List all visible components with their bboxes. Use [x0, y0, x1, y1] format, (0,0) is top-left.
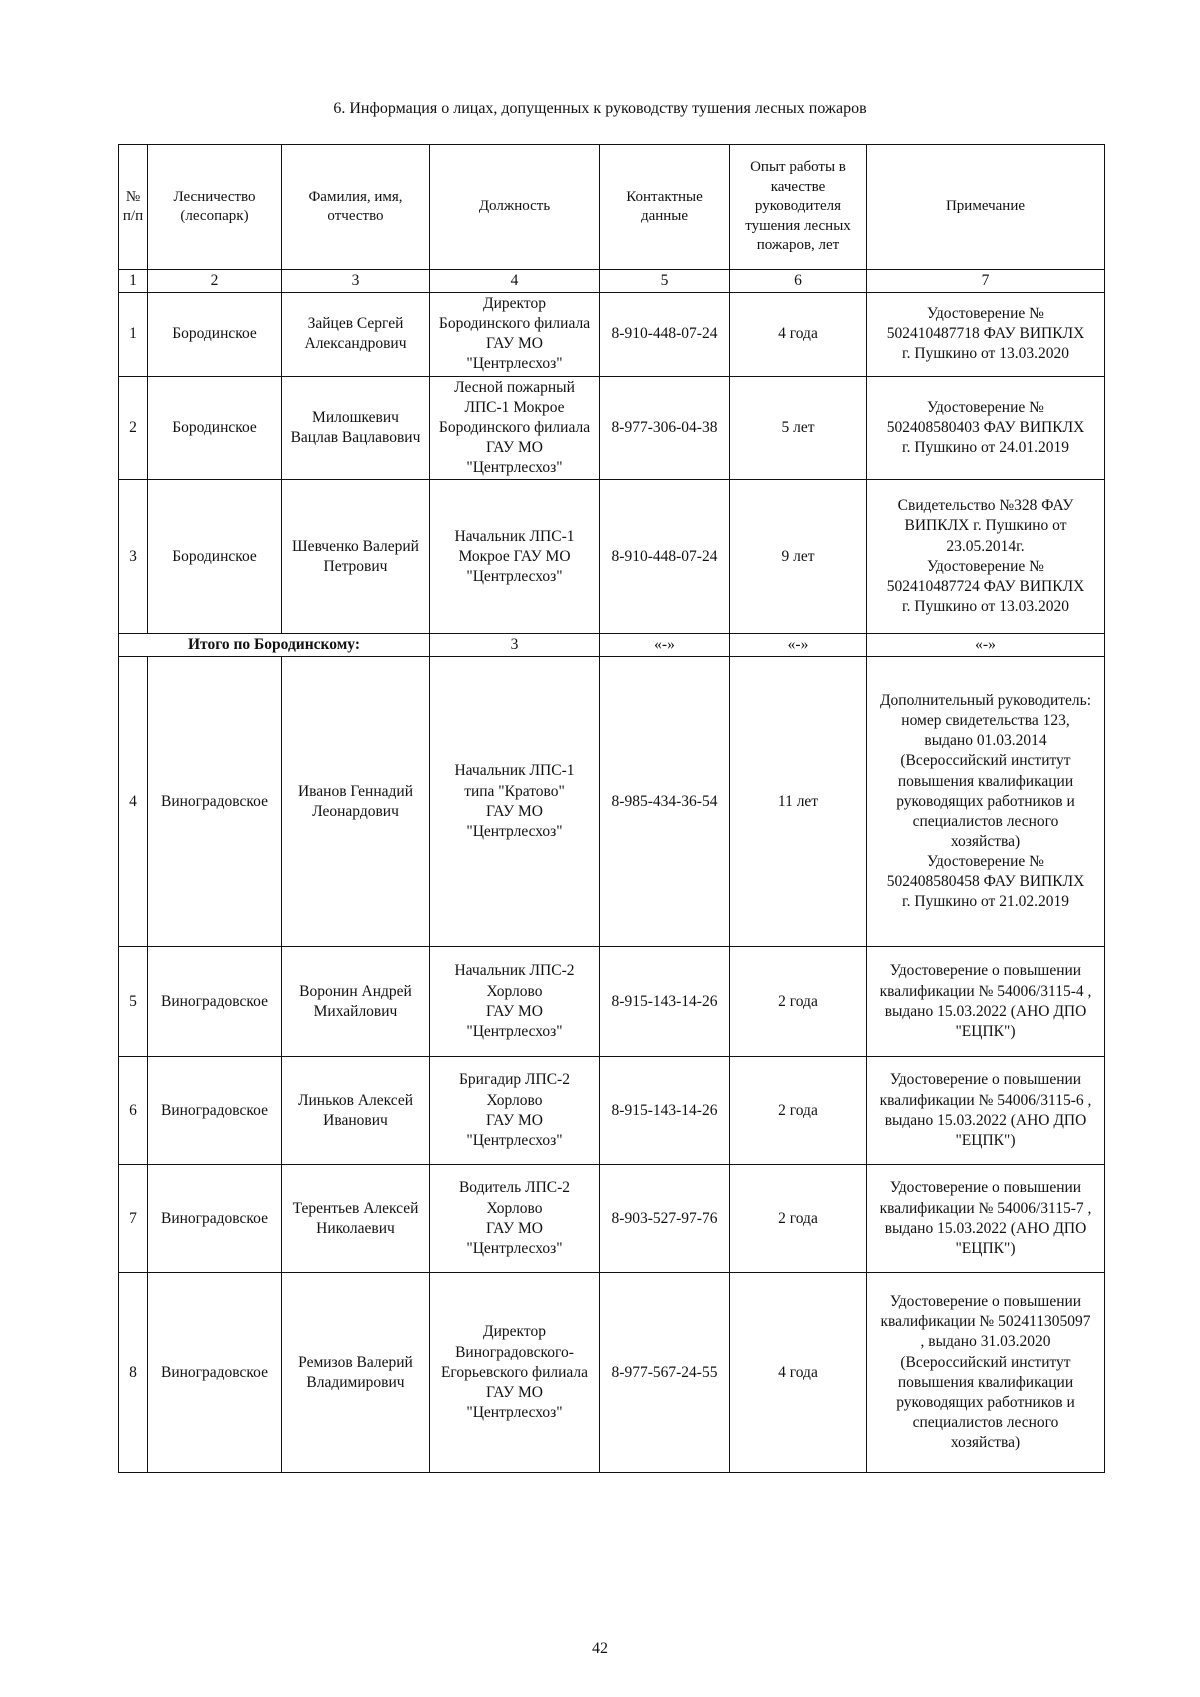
column-number: 2 [148, 270, 282, 293]
header-note: Примечание [867, 145, 1105, 270]
row-forestry: Виноградовское [148, 1273, 282, 1473]
row-experience: 2 года [730, 947, 867, 1057]
header-experience: Опыт работы в качестве руководителя тушения лесных пожаров, лет [730, 145, 867, 270]
page-title: 6. Информация о лицах, допущенных к руководству тушения лесных пожаров [333, 100, 867, 117]
row-note: Удостоверение № 502410487718 ФАУ ВИПКЛХ г. Пушкино от 13.03.2020 [867, 293, 1105, 377]
table-row [119, 657, 1105, 947]
row-note: Удостоверение о повышении квалификации № 54006/3115-4 , выдано 15.03.2022 (АНО ДПО "ЕЦПК") [867, 947, 1105, 1057]
row-position: Директор Виноградовского- Егорьевского филиала ГАУ МО "Центрлесхоз" [430, 1273, 600, 1473]
header-name: Фамилия, имя, отчество [282, 145, 430, 270]
row-position: Лесной пожарный ЛПС-1 Мокрое Бородинского филиала ГАУ МО "Центрлесхоз" [430, 376, 600, 480]
row-experience: 5 лет [730, 376, 867, 480]
row-name: Ремизов Валерий Владимирович [282, 1273, 430, 1473]
row-name: Милошкевич Вацлав Вацлавович [282, 376, 430, 480]
row-experience: 2 года [730, 1057, 867, 1165]
row-name: Воронин Андрей Михайлович [282, 947, 430, 1057]
header-row [119, 145, 1105, 270]
row-num: 5 [119, 947, 148, 1057]
header-forestry: Лесничество (лесопарк) [148, 145, 282, 270]
row-forestry: Бородинское [148, 376, 282, 480]
table-row [119, 947, 1105, 1057]
table-row [119, 376, 1105, 480]
table-row [119, 1165, 1105, 1273]
row-name: Иванов Геннадий Леонардович [282, 657, 430, 947]
row-num: 1 [119, 293, 148, 377]
row-experience: 9 лет [730, 480, 867, 634]
total-label: Итого по Бородинскому: [119, 634, 430, 657]
column-number: 7 [867, 270, 1105, 293]
row-forestry: Виноградовское [148, 947, 282, 1057]
page-number: 42 [592, 1640, 608, 1657]
row-contact: 8-985-434-36-54 [600, 657, 730, 947]
row-forestry: Бородинское [148, 480, 282, 634]
row-forestry: Виноградовское [148, 657, 282, 947]
row-num: 2 [119, 376, 148, 480]
column-number: 3 [282, 270, 430, 293]
row-note: Свидетельство №328 ФАУ ВИПКЛХ г. Пушкино от 23.05.2014г. Удостоверение № 502410487724 ФАУ ВИПКЛХ г. Пушкино от 13.03.2020 [867, 480, 1105, 634]
row-num: 6 [119, 1057, 148, 1165]
total-experience: «-» [730, 634, 867, 657]
row-forestry: Виноградовское [148, 1057, 282, 1165]
row-num: 3 [119, 480, 148, 634]
row-name: Терентьев Алексей Николаевич [282, 1165, 430, 1273]
row-forestry: Бородинское [148, 293, 282, 377]
total-count: 3 [430, 634, 600, 657]
row-name: Шевченко Валерий Петрович [282, 480, 430, 634]
row-experience: 4 года [730, 293, 867, 377]
row-experience: 11 лет [730, 657, 867, 947]
total-contact: «-» [600, 634, 730, 657]
row-contact: 8-910-448-07-24 [600, 480, 730, 634]
row-position: Директор Бородинского филиала ГАУ МО "Центрлесхоз" [430, 293, 600, 377]
total-row [119, 634, 1105, 657]
row-num: 8 [119, 1273, 148, 1473]
row-contact: 8-915-143-14-26 [600, 1057, 730, 1165]
column-number: 6 [730, 270, 867, 293]
row-note: Удостоверение № 502408580403 ФАУ ВИПКЛХ г. Пушкино от 24.01.2019 [867, 376, 1105, 480]
row-contact: 8-977-567-24-55 [600, 1273, 730, 1473]
row-note: Удостоверение о повышении квалификации № 54006/3115-7 , выдано 15.03.2022 (АНО ДПО "ЕЦПК") [867, 1165, 1105, 1273]
row-num: 4 [119, 657, 148, 947]
header-contact: Контактные данные [600, 145, 730, 270]
table-row [119, 293, 1105, 377]
header-position: Должность [430, 145, 600, 270]
row-position: Бригадир ЛПС-2 Хорлово ГАУ МО "Центрлесхоз" [430, 1057, 600, 1165]
column-number: 4 [430, 270, 600, 293]
row-position: Начальник ЛПС-1 Мокрое ГАУ МО "Центрлесхоз" [430, 480, 600, 634]
row-experience: 2 года [730, 1165, 867, 1273]
row-position: Начальник ЛПС-1 типа "Кратово" ГАУ МО "Центрлесхоз" [430, 657, 600, 947]
row-note: Дополнительный руководитель: номер свидетельства 123, выдано 01.03.2014 (Всероссийский институт повышения квалификации руководящих работников и специалистов лесного хозяйства) Удостоверение № 502408580458 ФАУ ВИПКЛХ г. Пушкино от 21.02.2019 [867, 657, 1105, 947]
row-name: Линьков Алексей Иванович [282, 1057, 430, 1165]
row-experience: 4 года [730, 1273, 867, 1473]
row-contact: 8-915-143-14-26 [600, 947, 730, 1057]
row-contact: 8-903-527-97-76 [600, 1165, 730, 1273]
total-note: «-» [867, 634, 1105, 657]
column-number: 1 [119, 270, 148, 293]
row-position: Начальник ЛПС-2 Хорлово ГАУ МО "Центрлесхоз" [430, 947, 600, 1057]
row-forestry: Виноградовское [148, 1165, 282, 1273]
column-numbers-row [119, 270, 1105, 293]
leaders-table [118, 144, 1105, 1473]
row-note: Удостоверение о повышении квалификации № 54006/3115-6 , выдано 15.03.2022 (АНО ДПО "ЕЦПК") [867, 1057, 1105, 1165]
row-note: Удостоверение о повышении квалификации № 502411305097 , выдано 31.03.2020 (Всероссийский институт повышения квалификации руководящих работников и специалистов лесного хозяйства) [867, 1273, 1105, 1473]
table-row [119, 480, 1105, 634]
table-row [119, 1057, 1105, 1165]
row-contact: 8-977-306-04-38 [600, 376, 730, 480]
row-name: Зайцев Сергей Александрович [282, 293, 430, 377]
row-num: 7 [119, 1165, 148, 1273]
table-row [119, 1273, 1105, 1473]
row-contact: 8-910-448-07-24 [600, 293, 730, 377]
column-number: 5 [600, 270, 730, 293]
row-position: Водитель ЛПС-2 Хорлово ГАУ МО "Центрлесхоз" [430, 1165, 600, 1273]
header-num: № п/п [119, 145, 148, 270]
